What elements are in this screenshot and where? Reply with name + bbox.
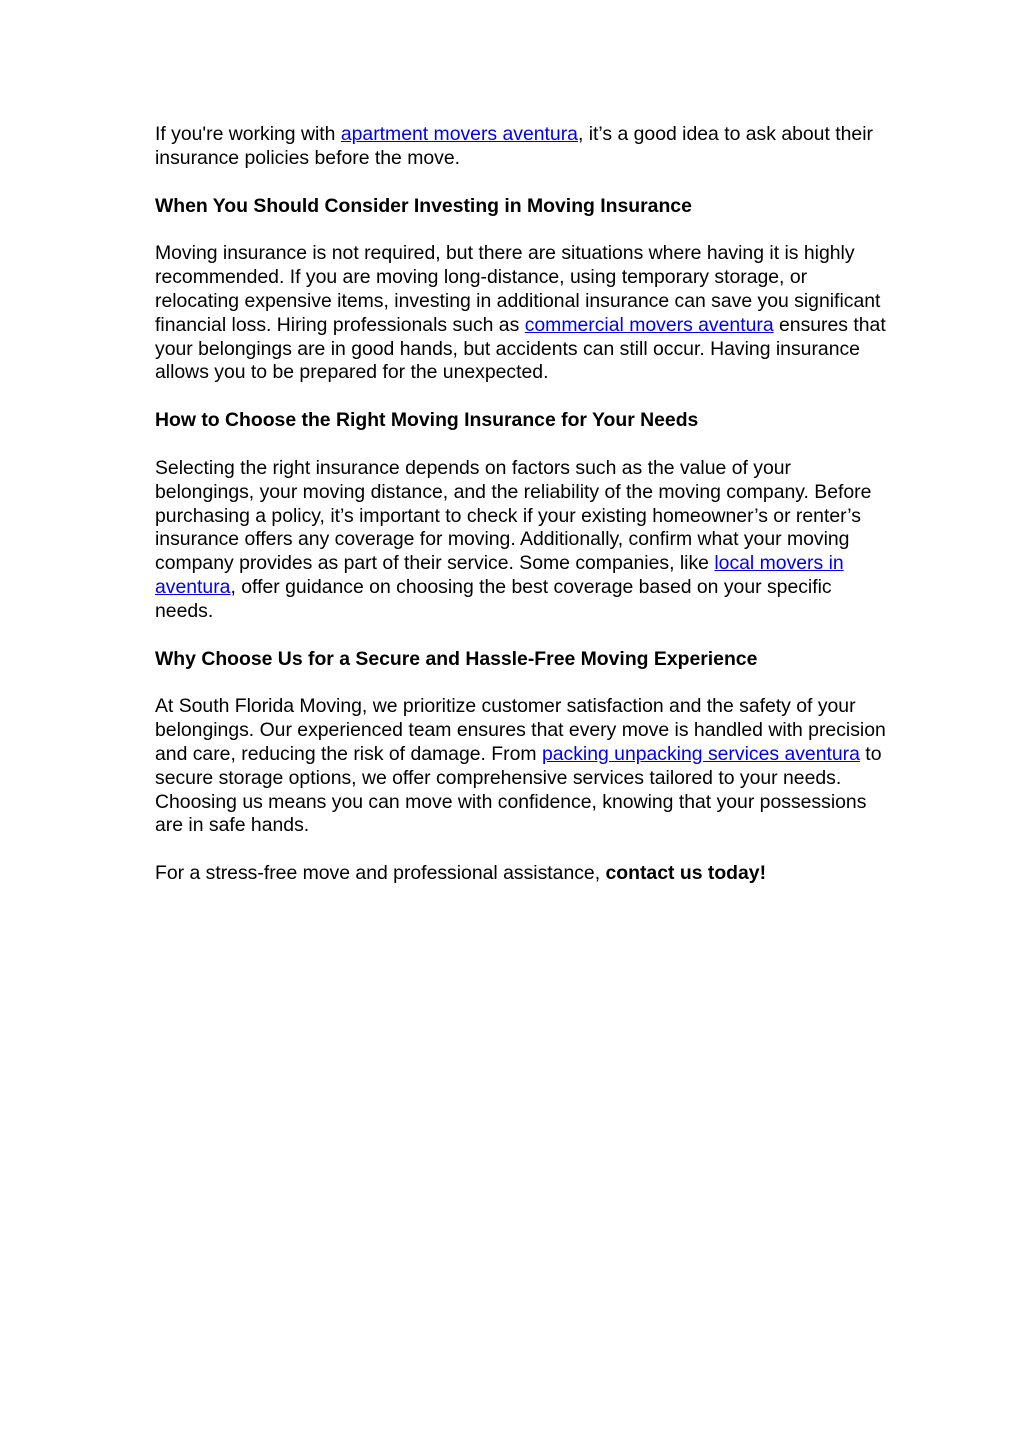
link-apartment-movers-aventura[interactable]: apartment movers aventura: [340, 123, 578, 145]
section1-heading: When You Should Consider Investing in Moving Insurance: [155, 194, 692, 217]
section1-paragraph: [155, 242, 895, 385]
section3-heading: Why Choose Us for a Secure and Hassle-Free Moving Experience: [155, 647, 758, 670]
section2-paragraph: [155, 457, 895, 624]
spacer: [155, 171, 895, 195]
spacer: [155, 385, 895, 409]
spacer: [155, 624, 895, 648]
intro-text-end: , it’s a good idea to ask about their insurance policies before the move.: [155, 123, 873, 169]
section3-text-start: At South Florida Moving, we prioritize customer satisfaction and the safety of your belongings. Our experienced team ensures that every move is handled with precision and care, reducing the risk of damage. From: [155, 695, 886, 765]
spacer: [155, 671, 895, 695]
spacer: [155, 433, 895, 457]
link-commercial-movers-aventura[interactable]: commercial movers aventura: [524, 313, 774, 336]
link-local-movers-in-aventura[interactable]: local movers in aventura: [155, 552, 844, 599]
closing-paragraph: [155, 862, 895, 886]
document-page: [155, 123, 895, 886]
section2-text-start: Selecting the right insurance depends on factors such as the value of your belongings, your moving distance, and the reliability of the moving company. Before purchasing a policy, it’s important to check if your existing homeowner’s or renter’s insurance offers any coverage for moving. Additionally, confirm what your moving company provides as part of their service. Some companies, like: [155, 456, 872, 575]
spacer: [155, 838, 895, 862]
link-packing-unpacking-services-aventura[interactable]: packing unpacking services aventura: [541, 742, 860, 765]
section1-text-start: Moving insurance is not required, but there are situations where having it is highly recommended. If you are moving long-distance, using temporary storage, or relocating expensive items, investing in additional insurance can save you significant financial loss. Hiring professionals such as: [155, 242, 881, 336]
section2-heading: How to Choose the Right Moving Insurance for Your Needs: [155, 409, 699, 432]
section3-text-end: to secure storage options, we offer comprehensive services tailored to your needs. Choosing us means you can move with confidence, knowing that your possessions are in safe hands.: [155, 742, 882, 837]
spacer: [155, 218, 895, 242]
section3-paragraph: [155, 695, 895, 838]
closing-text: For a stress-free move and professional assistance,: [155, 862, 606, 885]
section1-text-end: ensures that your belongings are in good hands, but accidents can still occur. Having insurance allows you to be prepared for the unexpected.: [155, 313, 886, 384]
intro-paragraph: [155, 123, 895, 171]
section2-text-end: , offer guidance on choosing the best coverage based on your specific needs.: [155, 576, 832, 622]
intro-text-start: If you're working with: [155, 123, 341, 145]
contact-us-callout: contact us today!: [605, 862, 767, 885]
